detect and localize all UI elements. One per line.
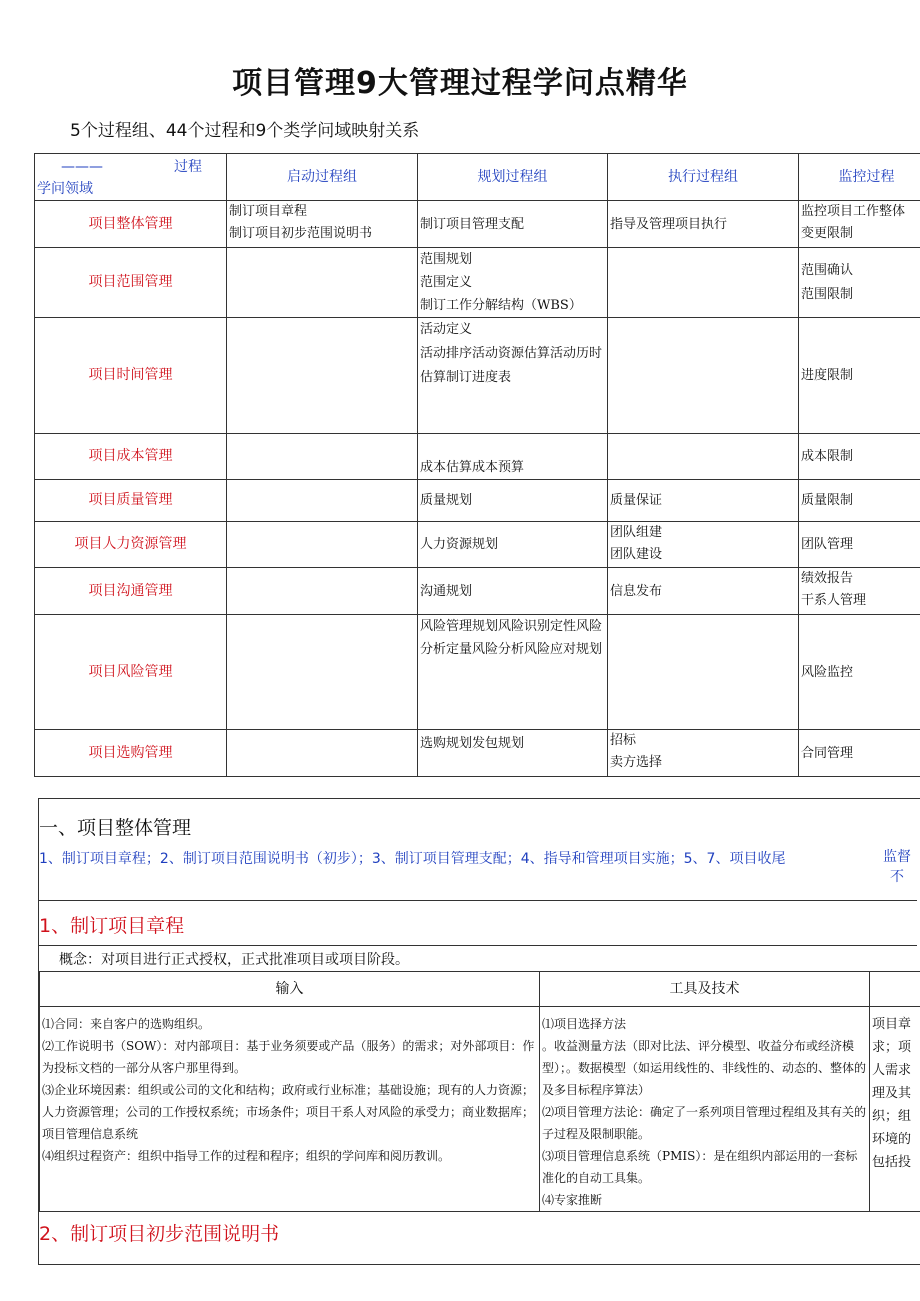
input-item: ⑶企业环境因素：组织或公司的文化和结构；政府或行业标准；基础设施；现有的人力资源；人力资源管理；公司的工作授权系统；市场条件；项目干系人对风险的承受力；商业数据库；项目管理信息系统 — [42, 1083, 535, 1141]
area-quality: 项目质量管理 — [35, 480, 227, 522]
cell-text: 质量保证 — [610, 493, 663, 508]
subsection-title-2: 2、制订项目初步范围说明书 — [39, 1223, 280, 1245]
section-title: 一、项目整体管理 — [39, 817, 192, 839]
cell-text: 变更限制 — [801, 226, 854, 241]
input-item: ⑵工作说明书（SOW）：对内部项目：基于业务须要或产品（服务）的需求；对外部项目：作为投标文档的一部分从客户那里得到。 — [42, 1039, 535, 1075]
cell-text: 制订项目初步范围说明书 — [229, 226, 373, 241]
area-integration: 项目整体管理 — [35, 201, 227, 248]
cell-text: 制订项目管理支配 — [420, 216, 525, 232]
area-communication: 项目沟通管理 — [35, 568, 227, 615]
cell-text: 团队建设 — [610, 547, 663, 562]
cell-text: 招标 — [610, 733, 637, 748]
cell-text: 团队管理 — [801, 537, 854, 552]
tool-item: 。收益测量方法（即对比法、评分模型、收益分布或经济模型）；。数据模型（如运用线性的、非线性的、动态的、整体的及多目标程序算法） — [542, 1039, 867, 1097]
io-body-row — [40, 1007, 920, 1212]
cell-text: 选购规划发包规划 — [420, 736, 525, 751]
cell-text: 风险监控 — [801, 664, 854, 680]
table-row — [35, 568, 920, 615]
page-subtitle: 5个过程组、44个过程和9个类学问域映射关系 — [70, 121, 420, 141]
table-row — [35, 730, 920, 777]
cell-text: 成本估算成本预算 — [420, 460, 525, 475]
tool-item: ⑵项目管理方法论：确定了一系列项目管理过程组及其有关的子过程及限制职能。 — [542, 1105, 867, 1141]
table-row — [35, 201, 920, 248]
cell-text: 监控项目工作整体 — [801, 204, 906, 219]
table-row — [35, 615, 920, 730]
cell-text: 合同管理 — [801, 745, 854, 761]
cell-text: 制订工作分解结构（WBS） — [420, 298, 582, 313]
process-list: 1、制订项目章程；2、制订项目范围说明书（初步）；3、制订项目管理支配；4、指导和管理项目实施；5、7、项目收尾 — [39, 851, 786, 867]
cell-text: 制订项目章程 — [229, 204, 308, 219]
input-item: ⑷组织过程资产：组织中指导工作的过程和程序；组织的学问库和阅历教训。 — [42, 1149, 451, 1163]
io-header-input: 输入 — [40, 972, 540, 1007]
cell-text: 范围定义 — [420, 275, 473, 290]
table-row — [35, 522, 920, 568]
cell-text: 范围确认 — [801, 262, 854, 278]
io-table — [39, 971, 920, 1212]
cell-text: 成本限制 — [801, 449, 854, 464]
cell-text: 活动排序活动资源估算活动历时估算制订进度表 — [420, 346, 603, 385]
area-cost: 项目成本管理 — [35, 434, 227, 480]
corner-process-label: 过程 — [174, 159, 202, 175]
area-scope: 项目范围管理 — [35, 248, 227, 318]
cell-text: 质量规划 — [420, 493, 473, 508]
area-procurement: 项目选购管理 — [35, 730, 227, 777]
page-title: 项目管理9大管理过程学问点精华 — [232, 66, 688, 101]
header-executing: 执行过程组 — [608, 154, 799, 201]
section-integration — [38, 798, 920, 1265]
header-initiating: 启动过程组 — [227, 154, 418, 201]
corner-dashes: ——— — [61, 159, 103, 175]
process-list-right: 监督不 — [883, 849, 911, 885]
io-header-tools: 工具及技术 — [540, 972, 870, 1007]
corner-area-label: 学问领域 — [37, 181, 93, 197]
tool-item: ⑶项目管理信息系统（PMIS）：是在组织内部运用的一套标准化的自动工具集。 — [542, 1149, 858, 1185]
table-row — [35, 248, 920, 318]
tool-item: ⑴项目选择方法 — [542, 1017, 627, 1031]
cell-text: 质量限制 — [801, 493, 854, 508]
input-item: ⑴合同：来自客户的选购组织。 — [42, 1017, 211, 1031]
divider — [39, 900, 917, 901]
cell-text: 活动定义 — [420, 322, 473, 337]
cell-text: 范围限制 — [801, 286, 854, 302]
cell-text: 团队组建 — [610, 525, 663, 540]
cell-text: 卖方选择 — [610, 755, 663, 770]
table-header-row — [35, 154, 920, 201]
table-row — [35, 318, 920, 434]
cell-text: 绩效报告 — [801, 571, 854, 586]
cell-text: 范围规划 — [420, 252, 473, 267]
io-header-output — [870, 972, 920, 1007]
cell-text: 干系人管理 — [801, 593, 867, 608]
area-hr: 项目人力资源管理 — [35, 522, 227, 568]
table-row — [35, 434, 920, 480]
cell-text: 进度限制 — [801, 368, 854, 383]
cell-text: 指导及管理项目执行 — [610, 216, 728, 232]
cell-text: 人力资源规划 — [420, 537, 499, 552]
divider — [39, 945, 917, 946]
area-time: 项目时间管理 — [35, 318, 227, 434]
header-monitoring: 监控过程 — [799, 154, 920, 201]
cell-text: 沟通规划 — [420, 583, 473, 599]
concept-text: 概念：对项目进行正式授权，正式批准项目或项目阶段。 — [59, 952, 409, 968]
header-planning: 规划过程组 — [418, 154, 608, 201]
mapping-table — [34, 153, 920, 777]
io-header-row — [40, 972, 920, 1007]
area-risk: 项目风险管理 — [35, 615, 227, 730]
cell-text: 信息发布 — [610, 583, 663, 599]
corner-cell — [35, 154, 227, 201]
table-row — [35, 480, 920, 522]
subsection-title: 1、制订项目章程 — [39, 915, 185, 937]
cell-text: 风险管理规划风险识别定性风险分析定量风险分析风险应对规划 — [420, 619, 603, 657]
tool-item: ⑷专家推断 — [542, 1193, 603, 1207]
output-text: 项目章求；项人需求理及其织；组环境的包括投 — [872, 1017, 912, 1170]
